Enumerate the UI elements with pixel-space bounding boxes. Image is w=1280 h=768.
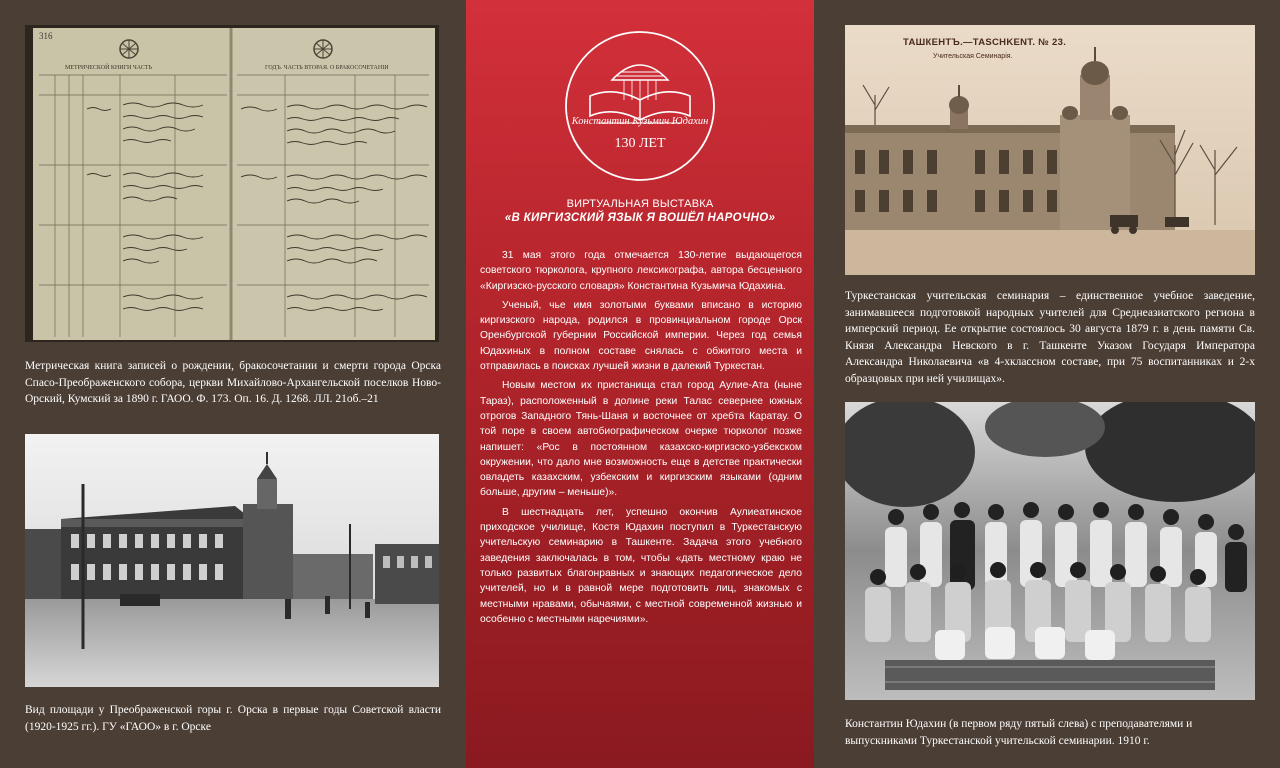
graduates-caption: Константин Юдахин (в первом ряду пятый слева) с преподавателями и выпускниками Туркестанской учительской семинарии. 1910 г.: [845, 718, 1193, 747]
book-yurt-icon: [562, 28, 718, 184]
exhibition-text: [480, 248, 802, 631]
metric-book-page-number: 316: [39, 31, 53, 41]
logo-name: Константин Кузьмич Юдахин: [571, 116, 709, 127]
graduates-group-photo: [845, 402, 1255, 700]
metric-book-heading-right: ГОДЪ. ЧАСТЬ ВТОРАЯ. О БРАКОСОЧЕТАНІИ: [265, 65, 389, 71]
exhibition-panel: [466, 0, 814, 768]
paragraph: 31 мая этого года отмечается 130-летие выдающегося советского тюрколога, крупного лексикографа, автора бесценного «Киргизско-русского словаря» Константина Кузьмича Юдахина.: [480, 250, 802, 292]
metric-book-caption: Метрическая книга записей о рождении, бракосочетании и смерти города Орска Спасо-Преображенского собора, церкви Михайлово-Архангельской поселков Ново-Орский, Кумский за 1890 г. ГАОО. Ф. 173. Оп. 16. Д. 1268. ЛЛ. 21об.–21: [25, 360, 441, 405]
paragraph: Ученый, чье имя золотыми буквами вписано в историю киргизского народа, родился в провинциальном городе Орск Оренбургской губернии Российской империи. Через год семья Юдахиных в полном составе снялась с обжитого места и отправилась в поисках лучшей жизни в далекий Туркестан.: [480, 299, 802, 373]
seminary-postcard-photo: [845, 25, 1255, 275]
postcard-subheader: Учительская Семинарія.: [933, 53, 1013, 60]
logo-years: 130 ЛЕТ: [614, 136, 666, 151]
postcard-header: ТАШКЕНТЪ.—TASCHKENT. № 23.: [903, 37, 1067, 48]
anniversary-logo: [562, 28, 718, 184]
exhibition-title: «В КИРГИЗСКИЙ ЯЗЫК Я ВОШЁЛ НАРОЧНО»: [504, 212, 776, 224]
metric-book-photo: [25, 25, 439, 342]
paragraph: В шестнадцать лет, успешно окончив Аулиеатинское приходское училище, Костя Юдахин поступил в Туркестанскую учительскую семинарию в Ташкенте. Задача этого учебного заведения заключалась в том, чтобы «дать местному краю не только развитых благонравных и знающих педагогическое дело учителей, но и в равной мере подготовить лиц, знакомых с местными нравами, обычаями, с местной современной жизнью и особенно с местными наречиями».: [480, 506, 802, 625]
orsk-square-caption: Вид площади у Преображенской горы г. Орска в первые годы Советской власти (1920-1925 гг.). ГУ «ГАОО» в г. Орске: [25, 704, 441, 733]
seminary-caption: Туркестанская учительская семинария – единственное учебное заведение, занимавшееся подготовкой народных учителей для Среднеазиатского региона в имперский период. Ее открытие состоялось 30 августа 1879 г. в день памяти Св. Князя Александра Невского в г. Ташкенте Указом Государя Императора Александра Николаевича «в 4-хклассном составе, при 75 воспитанниках и 2-х образцовых при ней училищах».: [845, 290, 1255, 385]
paragraph: Новым местом их пристанища стал город Аулие-Ата (ныне Тараз), расположенный в долине реки Талас севернее южных отрогов Западного Тянь-Шаня и восточнее от хребта Каратау. О той поре в своем автобиографическом очерке тюрколог позже напишет: «Рос в постоянном казахско-киргизско-узбекском окружении, что дало мне возможность еще в детстве практически овладеть казахским, узбекским и киргизским языками (одним больше, другим – меньше)».: [480, 380, 802, 499]
orsk-square-photo: [25, 434, 439, 687]
metric-book-heading-left: МЕТРИЧЕСКОЙ КНИГИ ЧАСТЬ: [65, 65, 152, 71]
exhibition-subtitle: ВИРТУАЛЬНАЯ ВЫСТАВКА: [566, 198, 714, 210]
